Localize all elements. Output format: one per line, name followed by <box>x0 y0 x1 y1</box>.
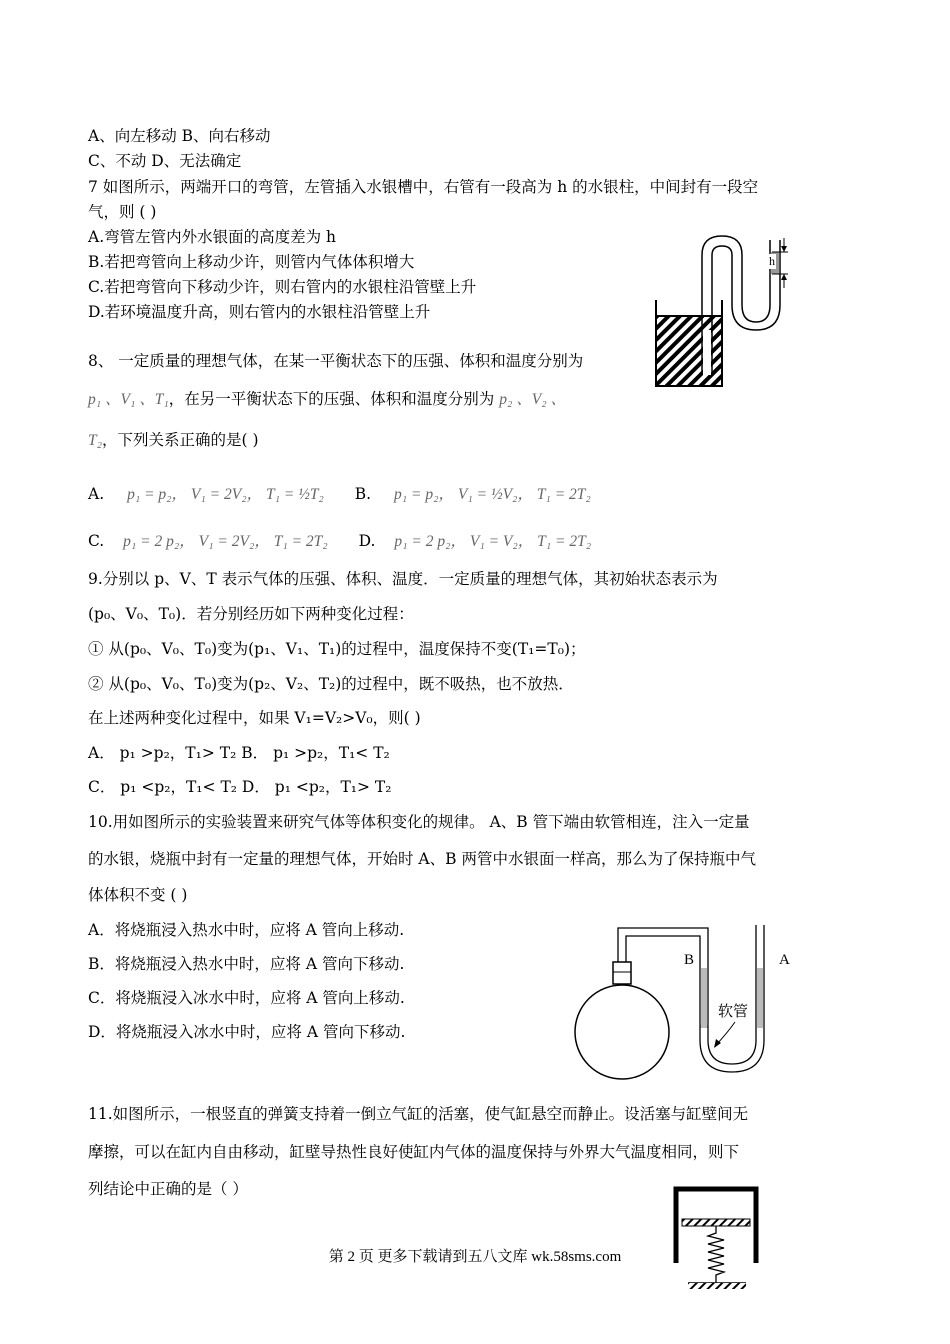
q8-stem-line-2-text: ，在另一平衡状态下的压强、体积和温度分别为 <box>168 390 495 408</box>
q8-option-b-label: B. <box>354 485 372 503</box>
q10-tube-a-label: A <box>779 952 790 968</box>
q7-stem-line-2: 气，则 ( ) <box>88 203 157 221</box>
q8-option-cd <box>88 531 591 552</box>
q10-stem-line-3: 体体积不变 ( ) <box>88 886 188 904</box>
q7-option-c: C.若把弯管向下移动少许，则右管内的水银柱沿管壁上升 <box>88 278 477 296</box>
q7-option-b: B.若把弯管向上移动少许，则管内气体体积增大 <box>88 253 415 271</box>
q7-stem-line-1: 7 如图所示，两端开口的弯管，左管插入水银槽中，右管有一段高为 h 的水银柱，中间封有一段空 <box>88 178 759 196</box>
q10-option-a: A．将烧瓶浸入热水中时，应将 A 管向上移动. <box>88 921 405 939</box>
q10-option-d: D．将烧瓶浸入冰水中时，应将 A 管向下移动. <box>88 1023 406 1041</box>
q7-h-label: h <box>769 254 775 268</box>
q7-option-a: A.弯管左管内外水银面的高度差为 h <box>88 228 337 246</box>
q11-cylinder-figure <box>668 1183 768 1297</box>
q8-option-d-expr: p₁ = 2 p₂， V₁ = V₂， T₁ = 2T₂ <box>394 533 592 550</box>
q8-stem-line-3-text: ，下列关系正确的是( ) <box>102 431 259 449</box>
q7-option-d: D.若环境温度升高，则右管内的水银柱沿管壁上升 <box>88 303 431 321</box>
q8-stem-line-2 <box>88 389 566 410</box>
q8-state1-vars: p₁ 、V₁ 、T₁ <box>88 391 169 408</box>
q8-option-b-expr: p₁ = p₂， V₁ = ½V₂， T₁ = 2T₂ <box>394 486 591 503</box>
q6-option-line-2: C、不动 D、无法确定 <box>88 152 242 170</box>
q7-bent-tube-figure <box>650 230 790 394</box>
q10-option-c: C．将烧瓶浸入冰水中时，应将 A 管向上移动. <box>88 989 405 1007</box>
q8-option-c-expr: p₁ = 2 p₂， V₁ = 2V₂， T₁ = 2T₂ <box>123 533 328 550</box>
q8-t2-var: T₂ <box>88 432 103 449</box>
q9-options-ab: A． p₁ >p₂，T₁> T₂ B． p₁ >p₂，T₁< T₂ <box>88 744 390 762</box>
q11-stem-line-2: 摩擦，可以在缸内自由移动，缸壁导热性良好使缸内气体的温度保持与外界大气温度相同，则下 <box>88 1143 740 1161</box>
q11-stem-line-1: 11.如图所示，一根竖直的弹簧支持着一倒立气缸的活塞，使气缸悬空而静止。设活塞与缸壁间无 <box>88 1105 749 1123</box>
q9-options-cd: C． p₁ <p₂，T₁< T₂ D． p₁ <p₂，T₁> T₂ <box>88 778 392 796</box>
q8-option-c-label: C. <box>88 532 105 550</box>
q8-option-a-expr: p₁ = p₂， V₁ = 2V₂， T₁ = ½T₂ <box>127 486 324 503</box>
q9-process-1: ① 从(p₀、V₀、T₀)变为(p₁、V₁、T₁)的过程中，温度保持不变(T₁=T₀)； <box>88 640 586 658</box>
q9-stem-line-2: (p₀、V₀、T₀)．若分别经历如下两种变化过程： <box>88 605 414 623</box>
page-footer: 第 2 页 更多下载请到五八文库 wk.58sms.com <box>328 1249 622 1265</box>
q10-hose-label: 软管 <box>718 1002 749 1020</box>
q9-stem-line-1: 9.分别以 p、V、T 表示气体的压强、体积、温度．一定质量的理想气体，其初始状态表示为 <box>88 570 718 588</box>
q8-state2-vars: p₂ 、V₂ 、 <box>499 391 566 408</box>
q9-question: 在上述两种变化过程中，如果 V₁=V₂>V₀，则( ) <box>88 709 421 727</box>
q8-option-d-label: D. <box>358 532 376 550</box>
q10-tube-b-label: B <box>684 952 695 968</box>
q10-stem-line-1: 10.用如图所示的实验装置来研究气体等体积变化的规律。 A、B 管下端由软管相连，注入一定量 <box>88 813 750 831</box>
q11-stem-line-3: 列结论中正确的是（ ） <box>88 1180 248 1198</box>
q6-option-line-1: A、向左移动 B、向右移动 <box>88 127 271 145</box>
q9-process-2: ② 从(p₀、V₀、T₀)变为(p₂、V₂、T₂)的过程中，既不吸热，也不放热． <box>88 675 574 693</box>
q8-stem-line-3 <box>88 430 259 451</box>
q10-apparatus-figure <box>570 920 790 1084</box>
q10-stem-line-2: 的水银，烧瓶中封有一定量的理想气体，开始时 A、B 两管中水银面一样高，那么为了保持瓶中气 <box>88 850 756 868</box>
q8-option-ab <box>88 484 591 505</box>
q8-option-a-label: A. <box>88 485 105 503</box>
q10-option-b: B．将烧瓶浸入热水中时，应将 A 管向下移动. <box>88 955 405 973</box>
q8-stem-line-1: 8、 一定质量的理想气体，在某一平衡状态下的压强、体积和温度分别为 <box>88 352 584 370</box>
